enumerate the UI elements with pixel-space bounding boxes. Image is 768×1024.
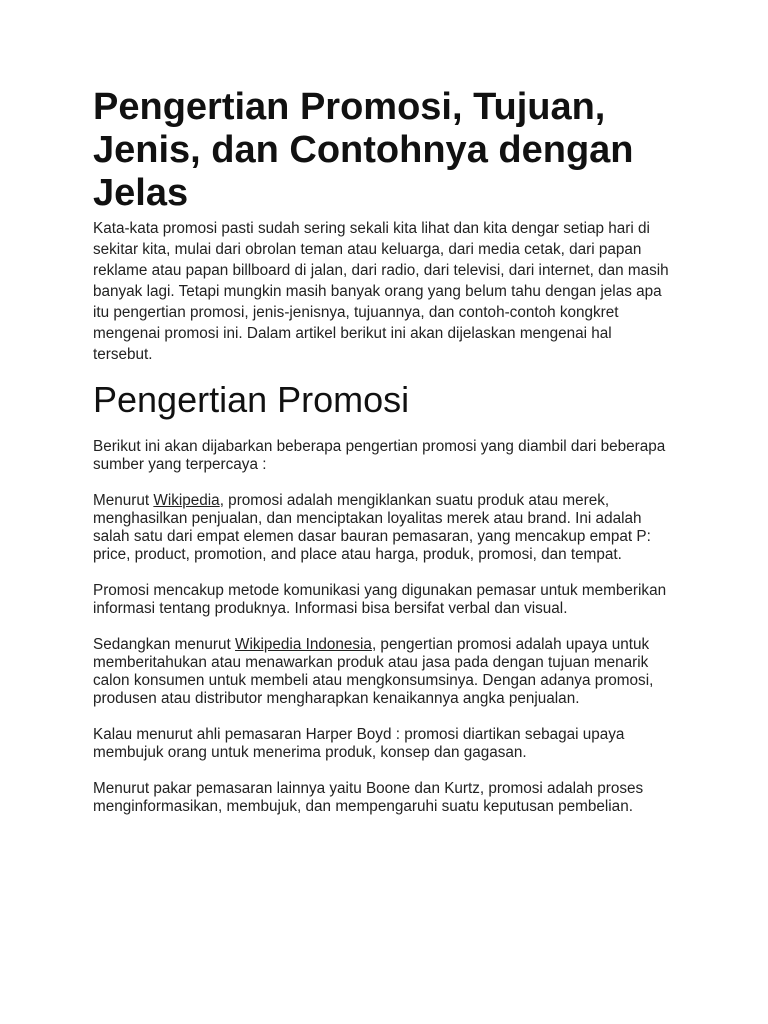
paragraph-text: Menurut [93,492,154,509]
paragraph-wikipedia-indonesia [93,636,673,708]
paragraph-boone-kurtz: Menurut pakar pemasaran lainnya yaitu Boone dan Kurtz, promosi adalah proses menginformasikan, membujuk, dan mempengaruhi suatu keputusan pembelian. [93,780,644,815]
page-title: Pengertian Promosi, Tujuan, Jenis, dan Contohnya dengan Jelas [93,86,634,214]
paragraph-text: Sedangkan menurut [93,636,236,653]
document-page [93,86,673,816]
wikipedia-link[interactable]: Wikipedia [153,492,220,509]
paragraph-communication: Promosi mencakup metode komunikasi yang digunakan pemasar untuk memberikan informasi tentang produknya. Informasi bisa bersifat verbal dan visual. [93,582,667,617]
intro-paragraph: Kata-kata promosi pasti sudah sering sekali kita lihat dan kita dengar setiap hari di sekitar kita, mulai dari obrolan teman atau keluarga, dari media cetak, dari papan reklame atau papan billboard di jalan, dari radio, dari televisi, dari internet, dan masih banyak lagi. Tetapi mungkin masih banyak orang yang belum tahu dengan jelas apa itu pengertian promosi, jenis-jenisnya, tujuannya, dan contoh-contoh kongkret mengenai promosi ini. Dalam artikel berikut ini akan dijelaskan mengenai hal tersebut. [93,220,669,363]
paragraph-harper-boyd: Kalau menurut ahli pemasaran Harper Boyd : promosi diartikan sebagai upaya membujuk orang untuk menerima produk, konsep dan gagasan. [93,726,625,761]
paragraph-sources: Berikut ini akan dijabarkan beberapa pengertian promosi yang diambil dari beberapa sumber yang terpercaya : [93,438,666,473]
paragraph-text: , promosi adalah mengiklankan suatu produk atau merek, menghasilkan penjualan, dan menciptakan loyalitas merek atau brand. Ini adalah salah satu dari empat elemen dasar bauran pemasaran, yang mencakup empat P: price, product, promotion, and place atau harga, produk, promosi, dan tempat. [93,492,651,563]
section-heading: Pengertian Promosi [93,379,410,420]
paragraph-wikipedia [93,492,673,564]
wikipedia-indonesia-link[interactable]: Wikipedia Indonesia [235,636,372,653]
paragraph-text: , pengertian promosi adalah upaya untuk memberitahukan atau menawarkan produk atau jasa pada dengan tujuan menarik calon konsumen untuk membeli atau mengkonsumsinya. Dengan adanya promosi, produsen atau distributor mengharapkan kenaikannya angka penjualan. [93,636,654,707]
